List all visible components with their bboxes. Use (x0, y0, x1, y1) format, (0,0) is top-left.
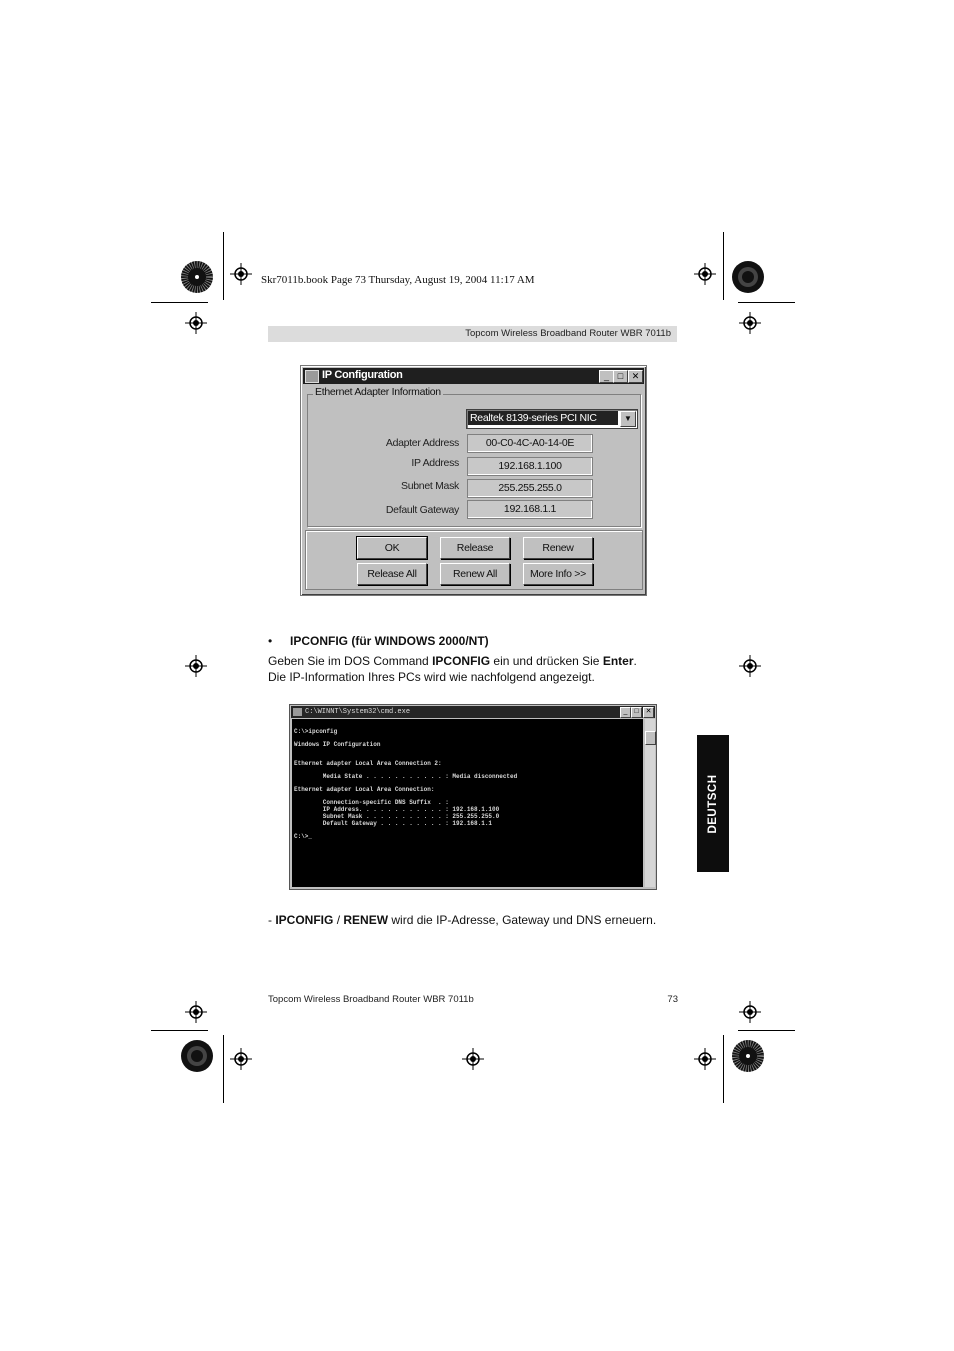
adapter-address-label: Adapter Address (385, 437, 459, 449)
crop-line (151, 1030, 208, 1031)
renew-button[interactable]: Renew (523, 537, 593, 559)
console-line: Connection-specific DNS Suffix . : (294, 799, 449, 806)
registration-mark-icon (462, 1048, 484, 1070)
console-line: Ethernet adapter Local Area Connection 2: (294, 760, 442, 767)
maximize-icon[interactable]: □ (613, 370, 628, 383)
registration-mark-icon (739, 312, 761, 334)
console-scrollbar[interactable] (645, 719, 655, 887)
renew-note (268, 913, 656, 927)
crop-line (738, 1030, 795, 1031)
console-line: Subnet Mask . . . . . . . . . . . : 255.255.255.0 (294, 813, 500, 820)
crop-line (223, 1035, 224, 1103)
console-output[interactable] (292, 719, 643, 887)
registration-mark-icon (694, 1048, 716, 1070)
release-all-button[interactable]: Release All (357, 563, 427, 585)
console-line: Default Gateway . . . . . . . . . : 192.168.1.1 (294, 820, 493, 827)
section-heading: IPCONFIG (für WINDOWS 2000/NT) (290, 634, 489, 648)
command-prompt-window (289, 704, 657, 890)
para-text: Geben Sie im DOS Command (268, 654, 433, 668)
console-line: IP Address. . . . . . . . . . . . : 192.168.1.100 (294, 806, 500, 813)
maximize-icon[interactable]: □ (631, 707, 642, 718)
dialog-titlebar[interactable] (303, 368, 644, 384)
console-line: Ethernet adapter Local Area Connection: (294, 786, 435, 793)
subnet-mask-label: Subnet Mask (401, 480, 459, 492)
footer-title: Topcom Wireless Broadband Router WBR 7011b (268, 994, 474, 1005)
registration-mark-icon (694, 263, 716, 285)
scrollbar-thumb[interactable] (645, 731, 656, 745)
default-gateway-label: Default Gateway (385, 504, 459, 516)
crop-line (738, 302, 795, 303)
renew-slash: / (333, 913, 344, 927)
ip-address-value: 192.168.1.100 (467, 457, 593, 476)
para-text: ein und drücken Sie (490, 654, 603, 668)
registration-mark-icon (230, 1048, 252, 1070)
close-icon[interactable]: ✕ (628, 370, 643, 383)
key-enter: Enter (602, 654, 634, 668)
adapter-select-value: Realtek 8139-series PCI NIC (468, 411, 618, 425)
language-tab-label: DEUTSCH (707, 773, 719, 834)
para-text: . (633, 654, 637, 668)
page-number: 73 (667, 994, 678, 1005)
release-button[interactable]: Release (440, 537, 510, 559)
sunburst-mark-icon (731, 260, 765, 294)
renew-dash: - (268, 913, 276, 927)
bullet: • (268, 634, 273, 648)
command-ipconfig: IPCONFIG (432, 654, 491, 668)
instruction-paragraph (268, 653, 688, 685)
chevron-down-icon[interactable]: ▼ (620, 411, 636, 427)
sunburst-mark-icon (180, 1039, 214, 1073)
close-icon[interactable]: ✕ (643, 707, 654, 718)
dialog-title: IP Configuration (322, 369, 403, 381)
registration-mark-icon (185, 312, 207, 334)
console-line: Windows IP Configuration (294, 741, 381, 748)
renew-all-button[interactable]: Renew All (440, 563, 510, 585)
crop-line (223, 232, 224, 300)
more-info-button[interactable]: More Info >> (523, 563, 593, 585)
ip-address-label: IP Address (411, 457, 459, 469)
print-slug: Skr7011b.book Page 73 Thursday, August 19, 2004 11:17 AM (261, 274, 535, 286)
minimize-icon[interactable]: _ (599, 370, 614, 383)
registration-mark-icon (185, 655, 207, 677)
adapter-address-value: 00-C0-4C-A0-14-0E (467, 434, 593, 453)
console-line: C:\>_ (294, 833, 313, 840)
page-header (268, 326, 677, 342)
registration-mark-icon (230, 263, 252, 285)
console-title: C:\WINNT\System32\cmd.exe (305, 708, 411, 716)
sunburst-mark-icon (731, 1039, 765, 1073)
default-gateway-value: 192.168.1.1 (467, 500, 593, 519)
console-app-icon (293, 708, 302, 716)
console-line: C:\>ipconfig (294, 728, 338, 735)
subnet-mask-value: 255.255.255.0 (467, 479, 593, 498)
header-title: Topcom Wireless Broadband Router WBR 7011b (465, 328, 671, 339)
crop-line (723, 1035, 724, 1103)
console-titlebar[interactable] (291, 706, 655, 718)
adapter-select[interactable] (466, 409, 638, 429)
command-renew: RENEW (343, 913, 389, 927)
registration-mark-icon (739, 1001, 761, 1023)
groupbox-label: Ethernet Adapter Information (315, 386, 441, 398)
crop-line (723, 232, 724, 300)
ip-configuration-dialog (300, 365, 647, 596)
renew-text: wird die IP-Adresse, Gateway und DNS erneuern. (388, 913, 657, 927)
console-line: Media State . . . . . . . . . . . : Media disconnected (294, 773, 518, 780)
command-ipconfig: IPCONFIG (275, 913, 334, 927)
network-icon (305, 370, 319, 383)
registration-mark-icon (185, 1001, 207, 1023)
registration-mark-icon (739, 655, 761, 677)
crop-line (151, 302, 208, 303)
minimize-icon[interactable]: _ (620, 707, 631, 718)
language-tab (697, 735, 729, 872)
para-text-line2: Die IP-Information Ihres PCs wird wie nachfolgend angezeigt. (268, 670, 595, 684)
ok-button[interactable]: OK (357, 537, 427, 559)
sunburst-mark-icon (180, 260, 214, 294)
